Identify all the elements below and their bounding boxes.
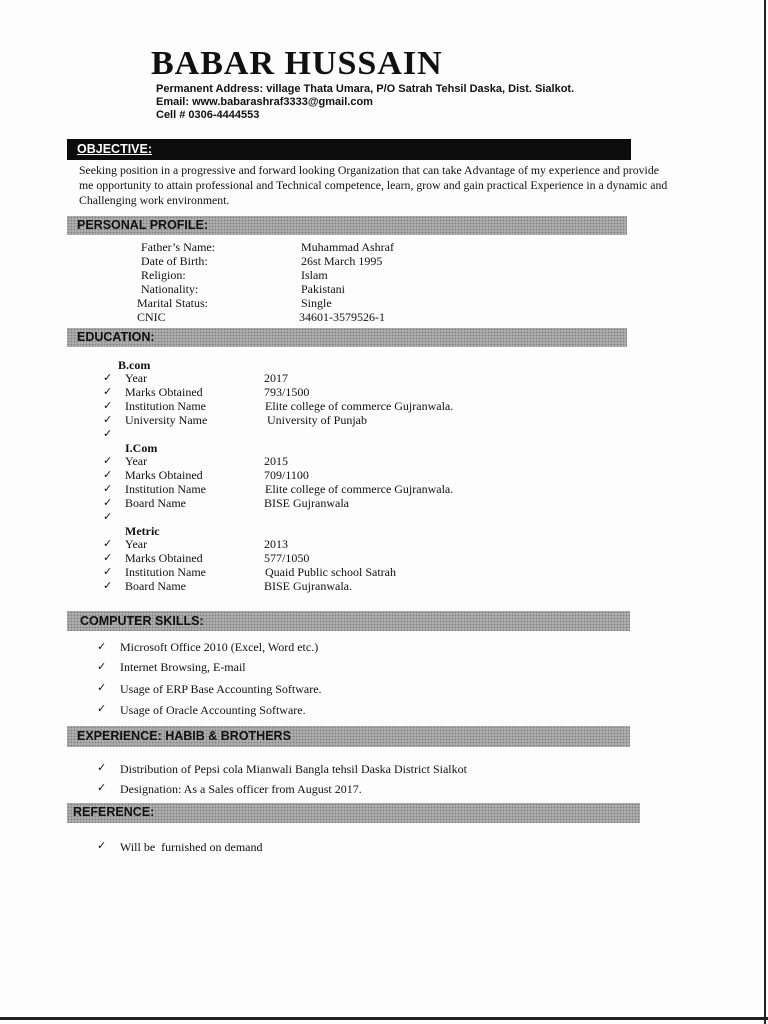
icom-heading: I.Com: [125, 441, 158, 455]
education-label: Board Name: [125, 496, 186, 510]
profile-label: Date of Birth:: [141, 254, 208, 268]
objective-text: [79, 163, 739, 208]
personal-profile-heading-bar: [67, 216, 627, 235]
education-label: Year: [125, 537, 148, 551]
education-label: Year: [125, 371, 148, 385]
objective-heading-bar: [67, 139, 631, 160]
checkmark-icon: ✓: [103, 510, 113, 523]
education-label: Marks Obtained: [125, 468, 203, 482]
skill-item: Microsoft Office 2010 (Excel, Word etc.): [120, 640, 319, 654]
checkmark-icon: ✓: [103, 468, 113, 481]
education-heading: EDUCATION:: [77, 330, 155, 344]
skill-item: Usage of Oracle Accounting Software.: [120, 703, 306, 717]
cell-number: Cell # 0306-4444553: [156, 109, 260, 121]
education-value: 709/1100: [264, 468, 309, 482]
experience-item: Designation: As a Sales officer from August 2017.: [120, 782, 362, 796]
education-value: Elite college of commerce Gujranwala.: [265, 482, 454, 496]
checkmark-icon: ✓: [103, 537, 113, 550]
education-label: Board Name: [125, 579, 186, 593]
profile-value: Pakistani: [301, 282, 345, 296]
profile-value: Islam: [301, 268, 328, 282]
candidate-name: BABAR HUSSAIN: [151, 45, 443, 82]
checkmark-icon: ✓: [103, 454, 113, 467]
checkmark-icon: ✓: [103, 371, 113, 384]
checkmark-icon: ✓: [103, 413, 113, 426]
permanent-address: Permanent Address: village Thata Umara, P/O Satrah Tehsil Daska, Dist. Sialkot.: [156, 83, 575, 95]
education-label: Institution Name: [125, 565, 206, 579]
checkmark-icon: ✓: [97, 640, 107, 653]
objective-line: Seeking position in a progressive and forward looking Organization that can take Advantage of my experience and provide: [79, 163, 659, 177]
checkmark-icon: ✓: [103, 427, 113, 440]
profile-value: Single: [301, 296, 332, 310]
checkmark-icon: ✓: [97, 781, 107, 794]
education-value: 2015: [264, 454, 288, 468]
education-label: Year: [125, 454, 148, 468]
education-value: 2013: [264, 537, 288, 551]
education-value: University of Punjab: [267, 413, 367, 427]
objective-heading: OBJECTIVE:: [77, 142, 153, 156]
objective-line: Challenging work environment.: [79, 193, 230, 207]
metric-heading: Metric: [125, 524, 160, 538]
education-label: Marks Obtained: [125, 385, 203, 399]
profile-value: 34601-3579526-1: [299, 310, 385, 324]
checkmark-icon: ✓: [103, 551, 113, 564]
experience-heading: EXPERIENCE: HABIB & BROTHERS: [77, 729, 291, 743]
education-label: Institution Name: [125, 399, 206, 413]
contact-block: [156, 83, 574, 122]
education-label: Marks Obtained: [125, 551, 203, 565]
profile-label: Religion:: [141, 268, 186, 282]
education-value: 2017: [264, 371, 288, 385]
checkmark-icon: ✓: [103, 482, 113, 495]
checkmark-icon: ✓: [97, 839, 107, 852]
education-value: Quaid Public school Satrah: [265, 565, 396, 579]
checkmark-icon: ✓: [97, 761, 107, 774]
page-edge-bottom: [0, 1017, 768, 1020]
checkmark-icon: ✓: [103, 579, 113, 592]
reference-heading: REFERENCE:: [73, 805, 155, 819]
education-value: BISE Gujranwala: [264, 496, 349, 510]
profile-label: Marital Status:: [137, 296, 208, 310]
education-value: BISE Gujranwala.: [264, 579, 352, 593]
experience-heading-bar: [67, 726, 630, 747]
education-value: 793/1500: [264, 385, 310, 399]
education-label: Institution Name: [125, 482, 206, 496]
personal-profile-heading: PERSONAL PROFILE:: [77, 218, 209, 232]
education-value: Elite college of commerce Gujranwala.: [265, 399, 454, 413]
education-label: University Name: [125, 413, 208, 427]
checkmark-icon: ✓: [103, 385, 113, 398]
profile-label: CNIC: [137, 310, 166, 324]
bcom-heading: B.com: [118, 358, 151, 372]
checkmark-icon: ✓: [103, 565, 113, 578]
profile-value: Muhammad Ashraf: [301, 240, 394, 254]
profile-value: 26st March 1995: [301, 254, 383, 268]
education-value: 577/1050: [264, 551, 310, 565]
profile-label: Nationality:: [141, 282, 199, 296]
experience-item: Distribution of Pepsi cola Mianwali Bangla tehsil Daska District Sialkot: [120, 762, 467, 776]
email-line: Email: www.babarashraf3333@gmail.com: [156, 96, 373, 108]
checkmark-icon: ✓: [97, 702, 107, 715]
page-edge-right: [764, 0, 766, 1024]
education-heading-bar: [67, 328, 627, 347]
computer-skills-heading: COMPUTER SKILLS:: [80, 614, 204, 628]
profile-label: Father’s Name:: [141, 240, 216, 254]
reference-item: Will be furnished on demand: [120, 840, 263, 854]
skill-item: Usage of ERP Base Accounting Software.: [120, 682, 322, 696]
objective-line: me opportunity to attain professional and Technical competence, learn, grow and gain practical Experience in a dynamic and: [79, 178, 668, 192]
skill-item: Internet Browsing, E-mail: [120, 660, 246, 674]
reference-heading-bar: [67, 803, 640, 823]
computer-skills-heading-bar: [67, 611, 630, 631]
checkmark-icon: ✓: [97, 660, 107, 673]
checkmark-icon: ✓: [103, 399, 113, 412]
checkmark-icon: ✓: [103, 496, 113, 509]
checkmark-icon: ✓: [97, 681, 107, 694]
